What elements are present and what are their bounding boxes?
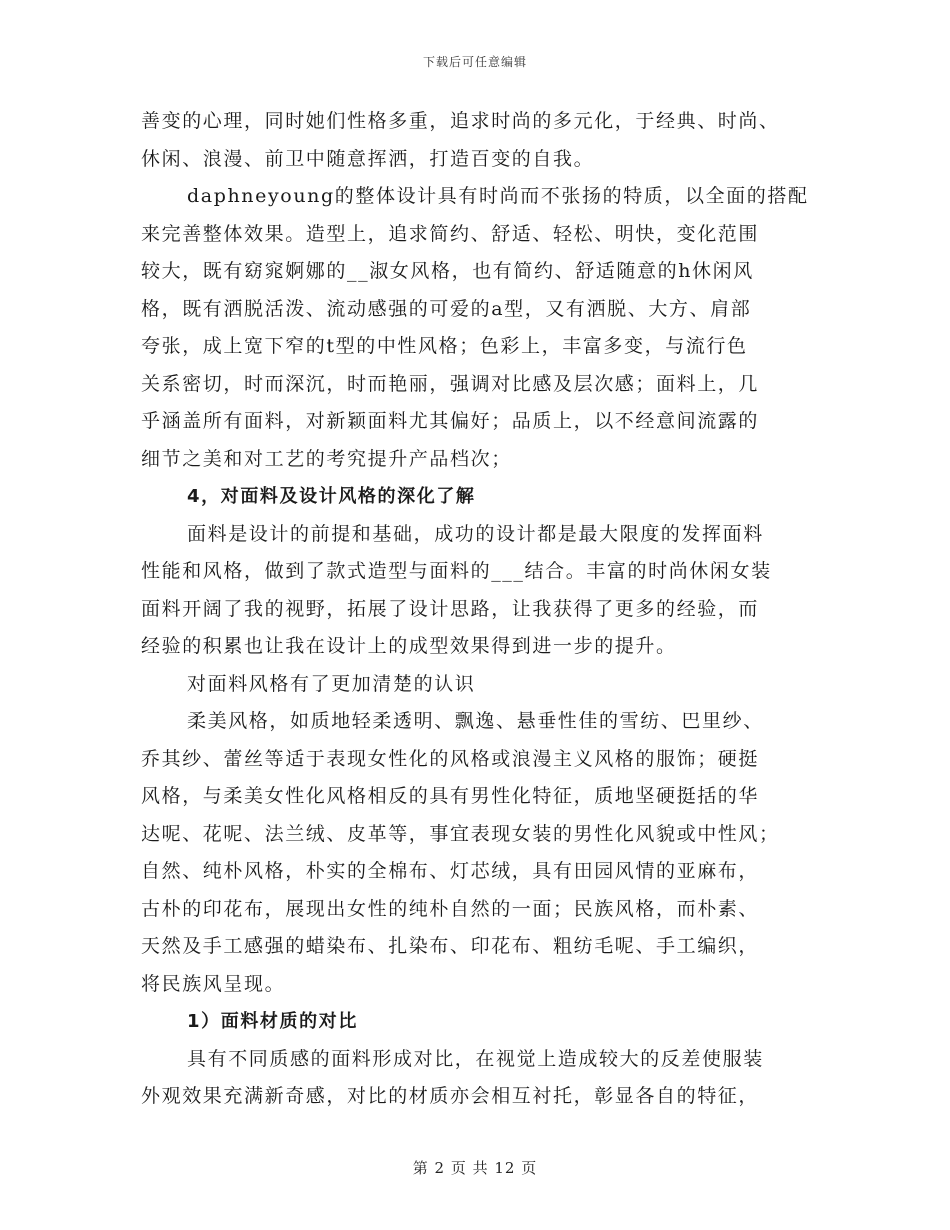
paragraph-line: 风格，与柔美女性化风格相反的具有男性化特征，质地坚硬挺括的华 xyxy=(141,785,760,807)
paragraph-line: 细节之美和对工艺的考究提升产品档次； xyxy=(141,447,512,470)
paragraph-line: 达呢、花呢、法兰绒、皮革等，事宜表现女装的男性化风貌或中性风； xyxy=(141,822,780,845)
document-body xyxy=(141,103,813,1116)
paragraph-line: 来完善整体效果。造型上，追求简约、舒适、轻松、明快，变化范围 xyxy=(141,222,760,245)
paragraph-line: 对面料风格有了更加清楚的认识 xyxy=(187,672,476,695)
paragraph-line: 乎涵盖所有面料，对新颖面料尤其偏好；品质上，以不经意间流露的 xyxy=(141,410,760,432)
paragraph-line: 夸张，成上宽下窄的t型的中性风格；色彩上，丰富多变，与流行色 xyxy=(141,335,748,357)
paragraph-line: 具有不同质感的面料形成对比，在视觉上造成较大的反差使服装 xyxy=(187,1047,764,1070)
paragraph-line: daphneyoung的整体设计具有时尚而不张扬的特质，以全面的搭配 xyxy=(187,185,809,207)
paragraph-line: 乔其纱、蕾丝等适于表现女性化的风格或浪漫主义风格的服饰；硬挺 xyxy=(141,747,760,770)
paragraph-line: 关系密切，时而深沉，时而艳丽，强调对比感及层次感；面料上，几 xyxy=(141,372,760,395)
paragraph-line: 将民族风呈现。 xyxy=(141,972,286,995)
paragraph-line: 外观效果充满新奇感，对比的材质亦会相互衬托，彰显各自的特征， xyxy=(141,1085,760,1107)
paragraph-line: 面料开阔了我的视野，拓展了设计思路，让我获得了更多的经验，而 xyxy=(141,597,760,620)
paragraph-line: 面料是设计的前提和基础，成功的设计都是最大限度的发挥面料 xyxy=(187,522,764,545)
paragraph-line: 古朴的印花布，展现出女性的纯朴自然的一面；民族风格，而朴素、 xyxy=(141,897,760,920)
paragraph-line: 经验的积累也让我在设计上的成型效果得到进一步的提升。 xyxy=(141,635,677,657)
paragraph-line: 善变的心理，同时她们性格多重，追求时尚的多元化，于经典、时尚、 xyxy=(141,110,780,132)
paragraph-line: 柔美风格，如质地轻柔透明、飘逸、悬垂性佳的雪纺、巴里纱、 xyxy=(187,710,764,732)
paragraph-line: 天然及手工感强的蜡染布、扎染布、印花布、粗纺毛呢、手工编织， xyxy=(141,935,760,957)
paragraph-line: 自然、纯朴风格，朴实的全棉布、灯芯绒，具有田园风情的亚麻布， xyxy=(141,860,760,882)
section-heading: 4，对面料及设计风格的深化了解 xyxy=(187,486,476,507)
paragraph-line: 性能和风格，做到了款式造型与面料的___结合。丰富的时尚休闲女装 xyxy=(141,560,772,582)
page-number-footer: 第 2 页 共 12 页 xyxy=(412,1159,538,1177)
paragraph-line: 格，既有洒脱活泼、流动感强的可爱的a型，又有洒脱、大方、肩部 xyxy=(141,297,752,320)
paragraph-line: 休闲、浪漫、前卫中随意挥洒，打造百变的自我。 xyxy=(141,147,595,170)
page-header-note: 下载后可任意编辑 xyxy=(422,55,527,69)
section-heading: 1）面料材质的对比 xyxy=(187,1011,358,1032)
paragraph-line: 较大，既有窈窕婀娜的__淑女风格，也有简约、舒适随意的h休闲风 xyxy=(141,260,754,282)
